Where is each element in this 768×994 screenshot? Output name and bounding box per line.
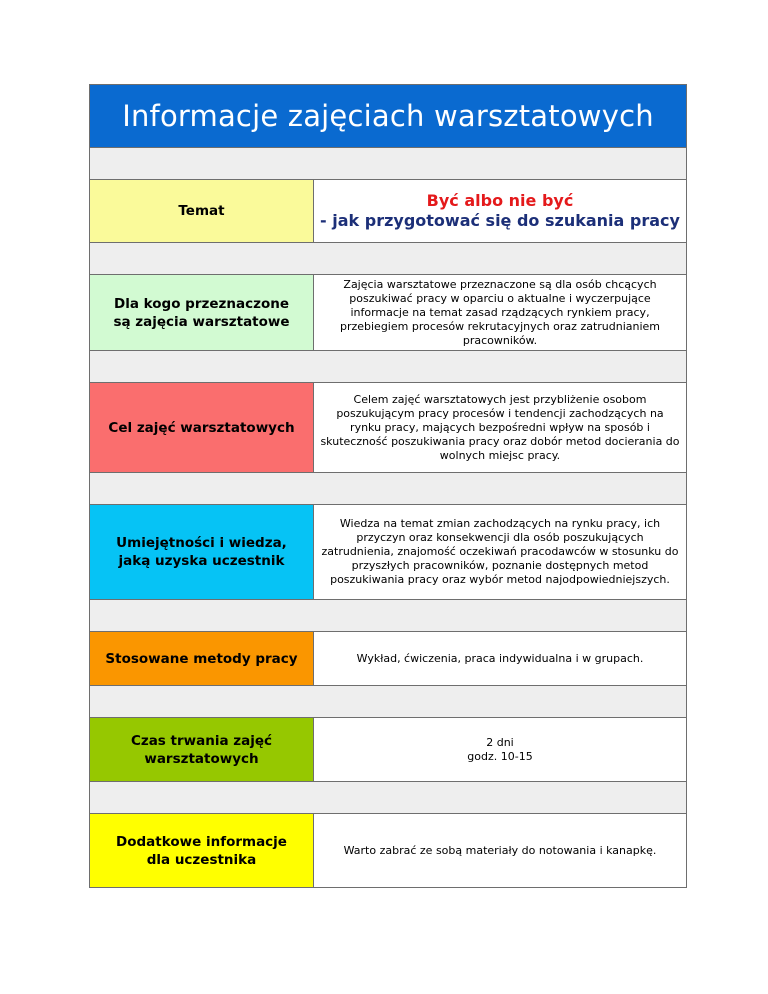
row-spacer	[90, 351, 686, 383]
row-duration	[90, 718, 686, 782]
info-table	[89, 84, 687, 888]
row-label-audience: Dla kogo przeznaczone są zajęcia warsztatowe	[90, 275, 314, 350]
row-label-skills: Umiejętności i wiedza, jaką uzyska uczestnik	[90, 505, 314, 599]
row-value-duration	[314, 718, 686, 781]
row-label-topic: Temat	[90, 180, 314, 242]
page-title: Informacje zajęciach warsztatowych	[90, 85, 686, 148]
row-value-extra-info: Warto zabrać ze sobą materiały do notowania i kanapkę.	[343, 843, 657, 857]
row-audience	[90, 275, 686, 351]
row-label-duration: Czas trwania zajęć warsztatowych	[90, 718, 314, 781]
row-value-methods: Wykład, ćwiczenia, praca indywidualna i w grupach.	[356, 651, 644, 665]
row-extra-info	[90, 814, 686, 887]
row-value-skills: Wiedza na temat zmian zachodzących na rynku pracy, ich przyczyn oraz konsekwencji dla osób poszukujących zatrudnienia, znajomość oczekiwań pracodawców w stosunku do przyszłych pracowników, poznanie dostępnych metod poszukiwania pracy oraz wybór metod najodpowiedniejszych.	[321, 517, 679, 586]
row-label-extra-info: Dodatkowe informacje dla uczestnika	[90, 814, 314, 887]
row-value-goal: Celem zajęć warsztatowych jest przybliżenie osobom poszukującym pracy procesów i tendencji zachodzących na rynku pracy, mających bezpośredni wpływ na sposób i skuteczność poszukiwania pracy oraz dobór metod docierania do wolnych miejsc pracy.	[320, 392, 680, 462]
duration-hours: godz. 10-15	[467, 749, 533, 763]
row-methods	[90, 632, 686, 686]
row-spacer	[90, 243, 686, 275]
row-skills	[90, 505, 686, 600]
row-spacer	[90, 686, 686, 718]
topic-title: Być albo nie być	[426, 191, 574, 210]
row-topic	[90, 180, 686, 243]
row-spacer	[90, 148, 686, 180]
topic-subtitle: - jak przygotować się do szukania pracy	[320, 211, 680, 230]
row-goal	[90, 383, 686, 473]
row-spacer	[90, 782, 686, 814]
row-label-goal: Cel zajęć warsztatowych	[90, 383, 314, 472]
row-value-audience: Zajęcia warsztatowe przeznaczone są dla osób chcących poszukiwać pracy w oparciu o aktualne i wyczerpujące informacje na temat zasad rządzących rynkiem pracy, przebiegiem procesów rekrutacyjnych oraz zatrudnianiem pracowników.	[339, 277, 661, 347]
row-spacer	[90, 600, 686, 632]
row-label-methods: Stosowane metody pracy	[90, 632, 314, 685]
row-value-topic	[314, 180, 686, 242]
duration-days: 2 dni	[486, 735, 514, 749]
row-spacer	[90, 473, 686, 505]
